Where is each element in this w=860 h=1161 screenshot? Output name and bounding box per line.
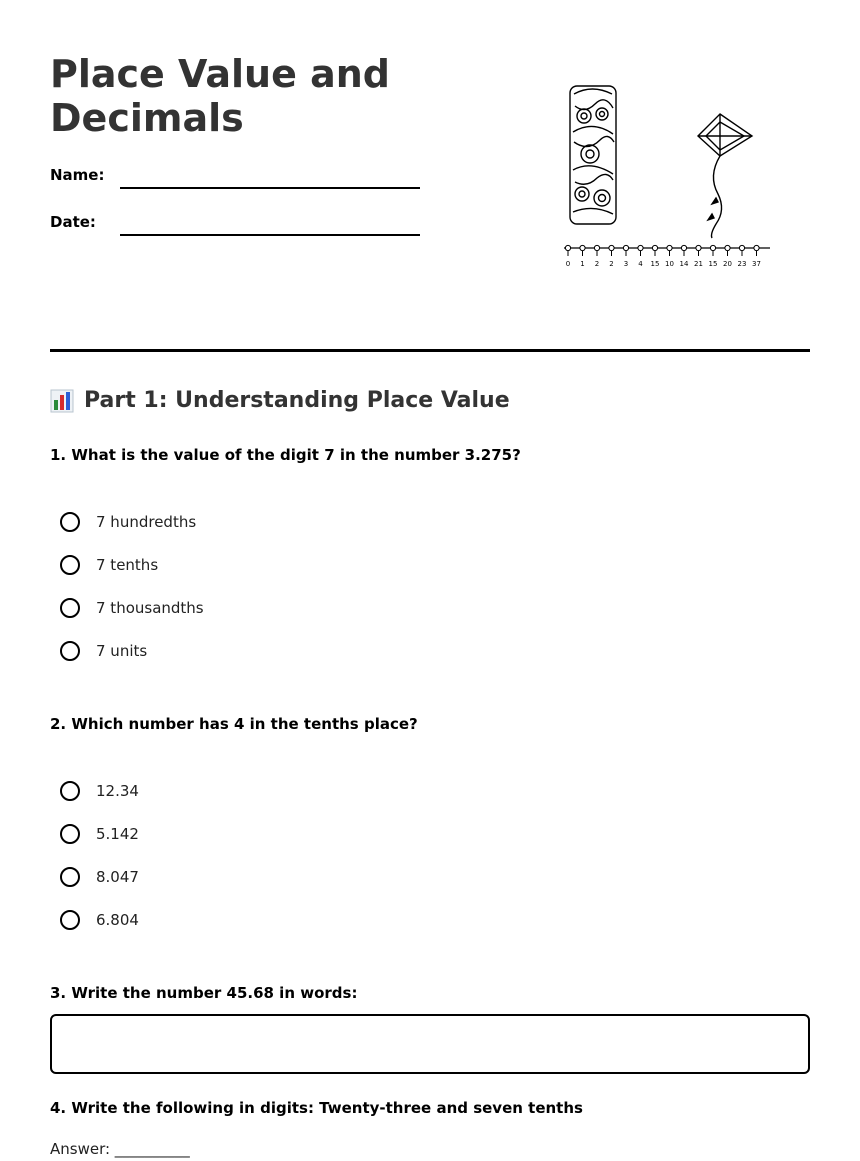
radio-button[interactable]	[60, 867, 80, 887]
section-title	[50, 388, 510, 413]
q2-option-4[interactable]	[60, 908, 139, 932]
number-line-point	[623, 245, 628, 250]
number-line-label: 2	[609, 260, 614, 268]
q1-option-1[interactable]	[60, 510, 196, 534]
radio-button[interactable]	[60, 512, 80, 532]
number-line-label: 23	[737, 260, 747, 268]
number-line-point	[652, 245, 657, 250]
page-title	[50, 52, 390, 140]
radio-button[interactable]	[60, 555, 80, 575]
option-label: 7 hundredths	[96, 513, 197, 531]
option-label: 7 tenths	[96, 556, 159, 574]
name-field[interactable]	[120, 187, 420, 189]
number-line-label: 15	[708, 260, 718, 268]
header-illustration	[560, 80, 780, 280]
number-line-point	[710, 245, 715, 250]
number-line-icon	[564, 245, 770, 268]
number-line-point	[565, 245, 570, 250]
q1-option-2[interactable]	[60, 553, 158, 577]
radio-button[interactable]	[60, 781, 80, 801]
number-line-point	[609, 245, 614, 250]
q2-option-2[interactable]	[60, 822, 139, 846]
question-3-prompt: 3. Write the number 45.68 in words:	[50, 984, 358, 1002]
number-line-label: 0	[565, 260, 571, 268]
title-line-1: Place Value and	[50, 52, 390, 96]
q2-option-1[interactable]	[60, 779, 139, 803]
option-label: 5.142	[96, 825, 139, 843]
section-divider	[50, 349, 810, 352]
option-label: 7 thousandths	[96, 599, 204, 617]
number-line-label: 20	[723, 260, 732, 268]
number-line-point	[696, 245, 701, 250]
q1-option-3[interactable]	[60, 596, 204, 620]
number-line-label: 15	[650, 260, 660, 268]
number-line-point	[681, 245, 686, 250]
number-line-point	[754, 245, 759, 250]
number-line-label: 37	[752, 260, 761, 268]
number-line-label: 4	[638, 260, 643, 268]
date-field[interactable]	[120, 234, 420, 236]
date-label: Date:	[50, 213, 96, 231]
number-line-label: 21	[694, 260, 703, 268]
radio-button[interactable]	[60, 910, 80, 930]
number-line-label: 1	[580, 260, 585, 268]
title-line-2: Decimals	[50, 96, 244, 140]
question-2-prompt: 2. Which number has 4 in the tenths place?	[50, 715, 418, 733]
option-label: 8.047	[96, 868, 139, 886]
radio-button[interactable]	[60, 824, 80, 844]
question-4-prompt: 4. Write the following in digits: Twenty-three and seven tenths	[50, 1099, 583, 1117]
q1-option-4[interactable]	[60, 639, 147, 663]
number-line-point	[739, 245, 744, 250]
bar-chart-icon	[50, 389, 74, 413]
carved-pole-icon	[570, 86, 616, 224]
number-line-point	[580, 245, 585, 250]
option-label: 12.34	[96, 782, 139, 800]
number-line-label: 2	[594, 260, 600, 268]
radio-button[interactable]	[60, 598, 80, 618]
radio-button[interactable]	[60, 641, 80, 661]
number-line-point	[725, 245, 730, 250]
q4-answer-line[interactable]: Answer: __________	[50, 1140, 190, 1158]
q3-answer-input[interactable]	[50, 1014, 810, 1074]
question-1-prompt: 1. What is the value of the digit 7 in the number 3.275?	[50, 446, 521, 464]
number-line-point	[594, 245, 599, 250]
kite-icon	[698, 114, 752, 238]
number-line-label: 10	[665, 260, 674, 268]
option-label: 7 units	[96, 642, 148, 660]
option-label: 6.804	[96, 911, 139, 929]
number-line-label: 3	[623, 260, 629, 268]
q2-option-3[interactable]	[60, 865, 139, 889]
number-line-point	[638, 245, 643, 250]
number-line-point	[667, 245, 672, 250]
number-line-label: 14	[679, 260, 689, 268]
section-title-text: Part 1: Understanding Place Value	[84, 388, 510, 413]
name-label: Name:	[50, 166, 105, 184]
